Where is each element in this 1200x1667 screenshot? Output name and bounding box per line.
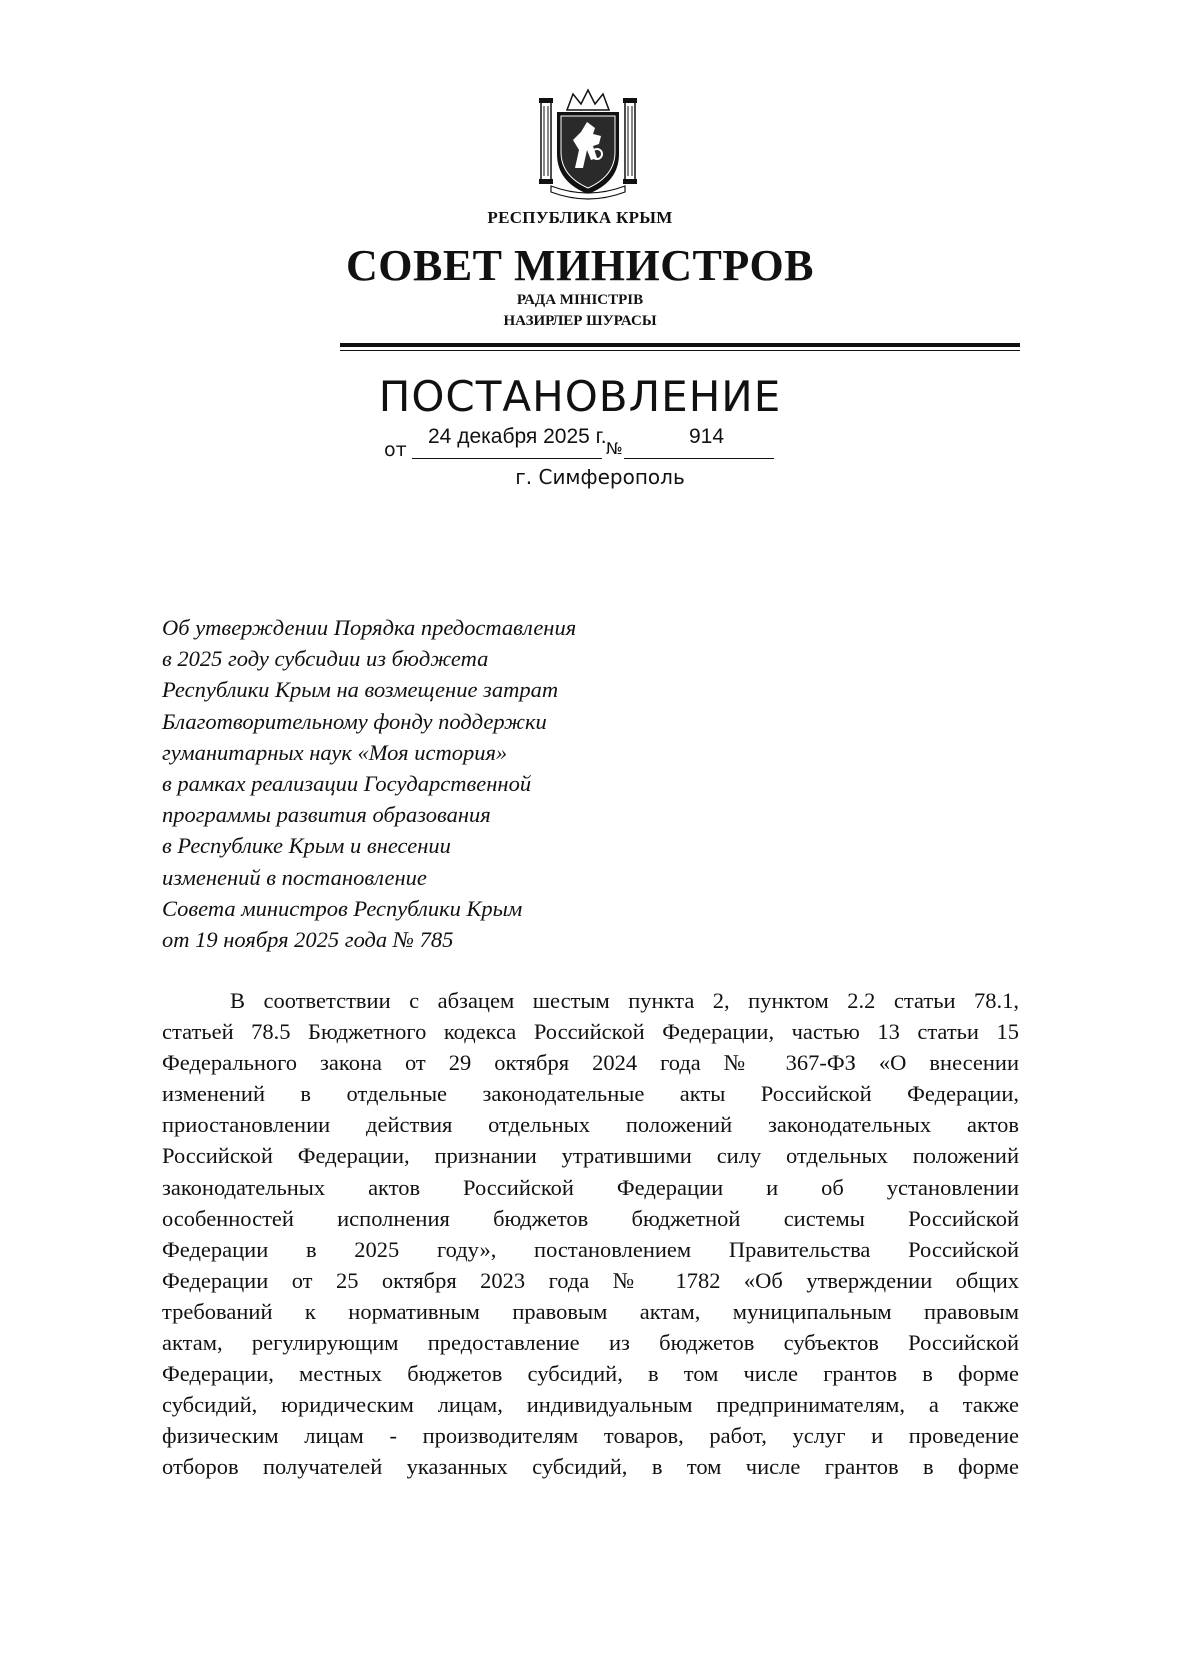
issue-city: г. Симферополь	[515, 465, 685, 489]
body-line: физическим лицам - производителям товаров, работ, услуг и проведение	[162, 1423, 1019, 1449]
document-subject	[162, 612, 682, 955]
body-line: актам, регулирующим предоставление из бюджетов субъектов Российской	[162, 1330, 1019, 1356]
document-date: 24 декабря 2025 г.	[428, 425, 607, 448]
body-line: Федерации от 25 октября 2023 года № 1782 «Об утверждении общих	[162, 1267, 1019, 1293]
subject-line: от 19 ноября 2025 года № 785	[162, 927, 454, 953]
body-line: требований к нормативным правовым актам, муниципальным правовым	[162, 1298, 1019, 1324]
header-divider-thin	[340, 350, 1020, 351]
body-line: Федерального закона от 29 октября 2024 года № 367-ФЗ «О внесении	[162, 1050, 1019, 1076]
subject-line: программы развития образования	[162, 802, 491, 828]
document-number: 914	[689, 425, 725, 448]
subject-line: Республики Крым на возмещение затрат	[162, 677, 559, 703]
body-line: Федерации, местных бюджетов субсидий, в том числе грантов в форме	[162, 1361, 1019, 1387]
republic-name: РЕСПУБЛИКА КРЫМ	[487, 208, 673, 227]
council-title-ukrainian: РАДА МІНІСТРІВ	[516, 292, 644, 308]
subject-line: изменений в постановление	[162, 864, 427, 890]
body-line: отборов получателей указанных субсидий, в том числе грантов в форме	[162, 1454, 1019, 1480]
subject-line: в 2025 году субсидии из бюджета	[162, 646, 489, 672]
body-line: изменений в отдельные законодательные акты Российской Федерации,	[162, 1081, 1019, 1107]
body-line: статьей 78.5 Бюджетного кодекса Российской Федерации, частью 13 статьи 15	[162, 1019, 1019, 1045]
header-divider-thick	[340, 343, 1020, 347]
subject-line: Совета министров Республики Крым	[162, 895, 523, 921]
coat-of-arms-emblem	[537, 88, 639, 200]
body-line: субсидий, юридическим лицам, индивидуальным предпринимателям, а также	[162, 1392, 1019, 1418]
subject-line: в рамках реализации Государственной	[162, 771, 532, 797]
date-number-line	[384, 425, 784, 465]
body-line: Российской Федерации, признании утратившими силу отдельных положений	[162, 1143, 1019, 1169]
subject-line: Об утверждении Порядка предоставления	[162, 615, 577, 640]
body-line: В соответствии с абзацем шестым пункта 2, пунктом 2.2 статьи 78.1,	[230, 988, 1019, 1013]
number-sign: №	[606, 439, 623, 458]
body-paragraph	[162, 985, 1019, 1483]
body-line: особенностей исполнения бюджетов бюджетной системы Российской	[162, 1205, 1019, 1231]
document-type-title: ПОСТАНОВЛЕНИЕ	[378, 372, 782, 421]
body-line: приостановлении действия отдельных положений законодательных актов	[162, 1112, 1019, 1138]
subject-line: гуманитарных наук «Моя история»	[162, 739, 508, 765]
council-title-crimean-tatar: НАЗИРЛЕР ШУРАСЫ	[503, 313, 657, 329]
subject-line: Благотворительному фонду поддержки	[162, 708, 547, 734]
council-title: СОВЕТ МИНИСТРОВ	[345, 241, 815, 290]
body-line: законодательных актов Российской Федерации и об установлении	[162, 1174, 1019, 1200]
subject-line: в Республике Крым и внесении	[162, 833, 451, 859]
date-blank-line	[412, 458, 602, 459]
body-line: Федерации в 2025 году», постановлением Правительства Российской	[162, 1236, 1019, 1262]
number-blank-line	[624, 458, 774, 459]
date-prefix: от	[384, 439, 407, 461]
